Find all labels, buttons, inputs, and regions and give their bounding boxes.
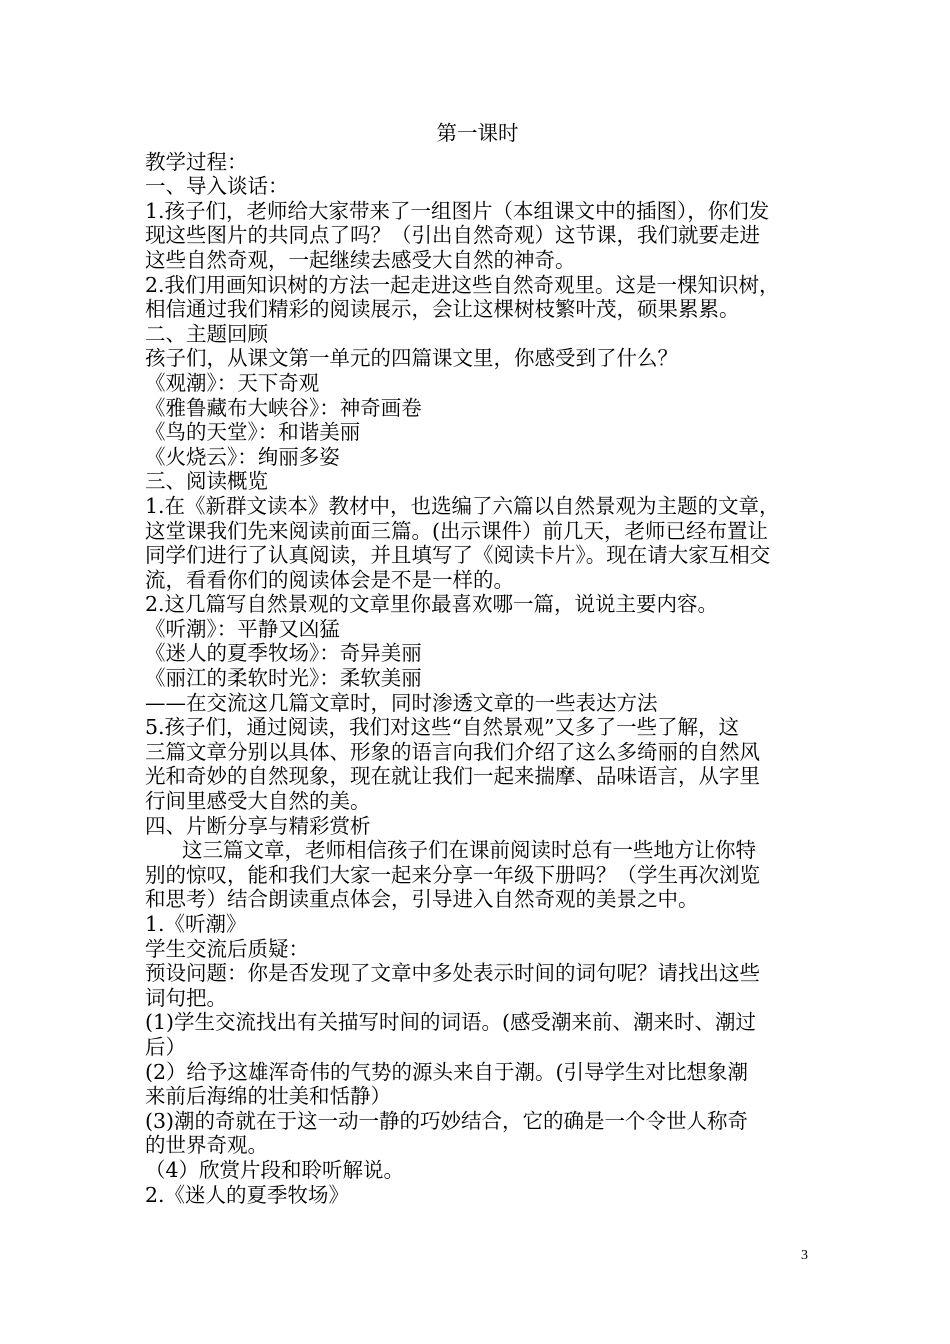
text-line: 1.在《新群文读本》教材中，也选编了六篇以自然景观为主题的文章，: [145, 493, 780, 518]
text-line: 《火烧云》：绚丽多姿: [145, 444, 340, 469]
text-line: 预设问题：你是否发现了文章中多处表示时间的词句呢？请找出这些: [145, 961, 760, 986]
text-line: 孩子们，从课文第一单元的四篇课文里，你感受到了什么？: [145, 346, 678, 371]
text-line: 《丽江的柔软时光》：柔软美丽: [145, 666, 422, 691]
text-line: 来前后海绵的壮美和恬静）: [145, 1084, 391, 1109]
text-block-continued: [145, 863, 810, 1207]
document-body: [145, 121, 810, 1207]
text-line: ——在交流这几篇文章时，同时渗透文章的一些表达方法: [145, 690, 658, 715]
text-line: 《雅鲁藏布大峡谷》：神奇画卷: [145, 395, 422, 420]
text-line: 同学们进行了认真阅读，并且填写了《阅读卡片》。现在请大家互相交: [145, 543, 771, 568]
text-line: 三、阅读概览: [145, 469, 268, 494]
text-line: 5.孩子们，通过阅读，我们对这些“自然景观”又多了一些了解，这: [145, 715, 740, 740]
text-line: 词句把。: [145, 985, 227, 1010]
text-line: 流，看看你们的阅读体会是不是一样的。: [145, 567, 514, 592]
text-line: 三篇文章分别以具体、形象的语言向我们介绍了这么多绮丽的自然风: [145, 739, 760, 764]
page-number: 3: [801, 1248, 808, 1263]
text-line: 《观潮》：天下奇观: [145, 370, 320, 395]
text-line: 2.《迷人的夏季牧场》: [145, 1182, 350, 1207]
text-line: 后）: [145, 1034, 186, 1059]
text-line: 行间里感受大自然的美。: [145, 789, 371, 814]
text-block-main: [145, 150, 810, 839]
text-line: 学生交流后质疑：: [145, 936, 309, 961]
text-line: 四、片断分享与精彩赏析: [145, 813, 371, 838]
text-line: 1.《听潮》: [145, 912, 247, 936]
text-line: 《鸟的天堂》：和谐美丽: [145, 420, 361, 445]
text-line: 《听潮》：平静又凶猛: [145, 616, 340, 641]
text-line: 现这些图片的共同点了吗？（引出自然奇观）这节课，我们就要走进: [145, 223, 760, 248]
text-line: 的世界奇观。: [145, 1133, 268, 1158]
page-title: 第一课时: [436, 121, 519, 145]
text-line: (1)学生交流找出有关描写时间的词语。(感受潮来前、潮来时、潮过: [145, 1010, 757, 1035]
text-line: (3)潮的奇就在于这一动一静的巧妙结合，它的确是一个令世人称奇: [145, 1108, 749, 1133]
text-line: 2.这几篇写自然景观的文章里你最喜欢哪一篇，说说主要内容。: [145, 592, 719, 617]
text-line: 这些自然奇观，一起继续去感受大自然的神奇。: [145, 247, 576, 272]
text-line: 2.我们用画知识树的方法一起走进这些自然奇观里。这是一棵知识树，: [145, 272, 780, 297]
text-line: 一、导入谈话：: [145, 174, 289, 199]
text-line: 和思考）结合朗读重点体会，引导进入自然奇观的美景之中。: [145, 887, 699, 912]
text-line: 1.孩子们，老师给大家带来了一组图片（本组课文中的插图），你们发: [145, 198, 770, 223]
indented-paragraph-line: 这三篇文章，老师相信孩子们在课前阅读时总有一些地方让你特: [182, 838, 756, 863]
text-line: 相信通过我们精彩的阅读展示，会让这棵树枝繁叶茂，硕果累累。: [145, 297, 740, 322]
text-line: (2）给予这雄浑奇伟的气势的源头来自于潮。(引导学生对比想象潮: [145, 1059, 749, 1084]
text-line: 光和奇妙的自然现象，现在就让我们一起来揣摩、品味语言，从字里: [145, 764, 760, 789]
text-line: 别的惊叹，能和我们大家一起来分享一年级下册吗？（学生再次浏览: [145, 862, 760, 887]
text-line: 《迷人的夏季牧场》：奇异美丽: [145, 641, 422, 666]
text-line: （4）欣赏片段和聆听解说。: [145, 1157, 405, 1182]
text-line: 教学过程：: [145, 149, 248, 174]
text-line: 这堂课我们先来阅读前面三篇。(出示课件）前几天，老师已经布置让: [145, 518, 768, 543]
text-line: 二、主题回顾: [145, 321, 268, 346]
